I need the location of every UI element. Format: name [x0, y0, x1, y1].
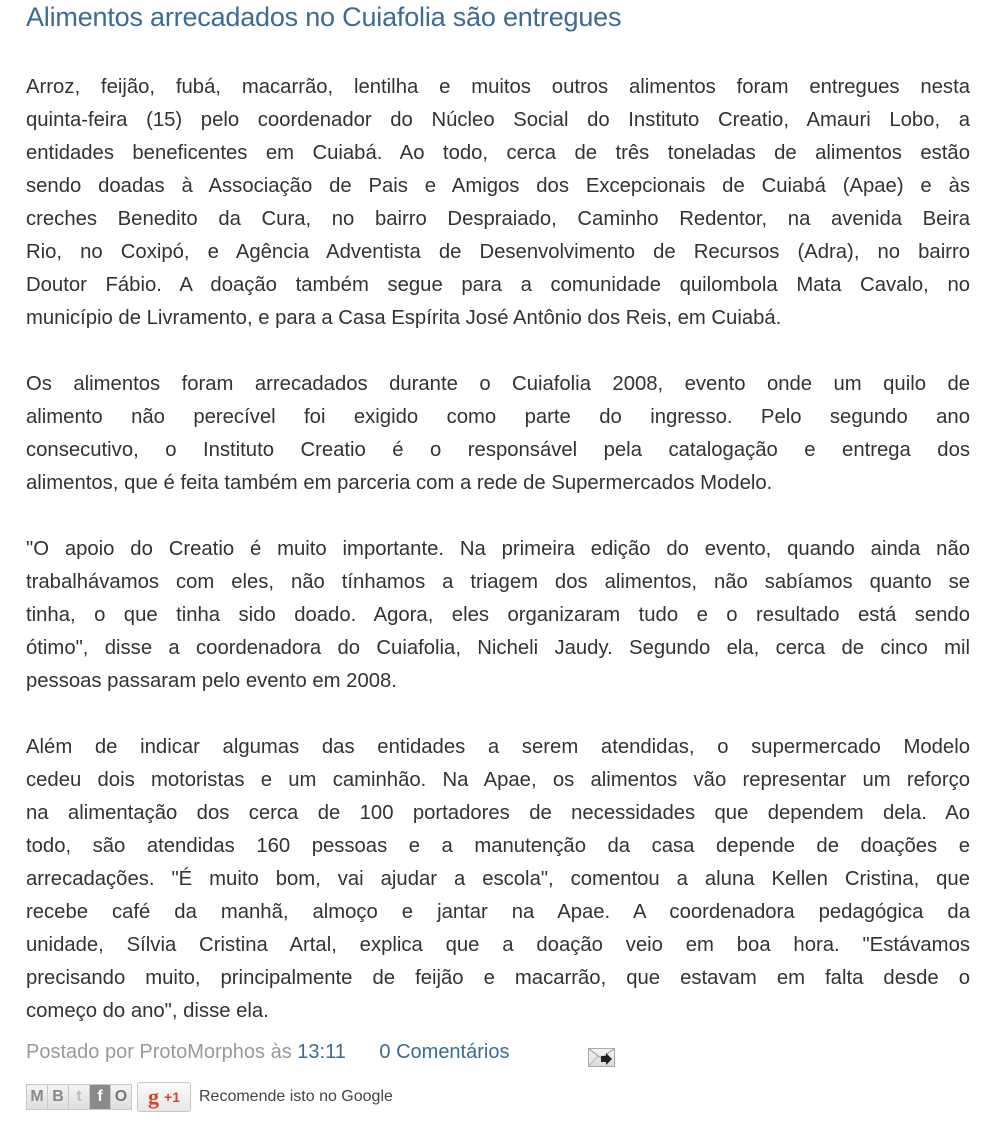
post-body	[26, 71, 970, 1028]
comments-link[interactable]: 0 Comentários	[379, 1041, 510, 1063]
text-line: todo, são atendidas 160 pessoas e a manutenção da casa depende de doações e	[26, 835, 970, 857]
paragraph-gap	[26, 698, 970, 731]
facebook-icon[interactable]: f	[89, 1084, 111, 1110]
text-line: precisando muito, principalmente de feijão e macarrão, que estavam em falta desde o	[26, 967, 970, 989]
google-plus-one-button[interactable]	[137, 1082, 191, 1112]
paragraph	[26, 533, 970, 698]
text-line: cedeu dois motoristas e um caminhão. Na Apae, os alimentos vão representar um reforço	[26, 769, 970, 791]
text-line: creches Benedito da Cura, no bairro Despraiado, Caminho Redentor, na avenida Beira	[26, 208, 970, 230]
paragraph	[26, 71, 970, 335]
paragraph-gap	[26, 335, 970, 368]
text-line: quinta-feira (15) pelo coordenador do Núcleo Social do Instituto Creatio, Amauri Lobo, a	[26, 109, 970, 131]
orkut-icon[interactable]: O	[110, 1084, 132, 1110]
text-line: consecutivo, o Instituto Creatio é o responsável pela catalogação e entrega dos	[26, 439, 970, 461]
text-line: Os alimentos foram arrecadados durante o Cuiafolia 2008, evento onde um quilo de	[26, 373, 970, 395]
text-line: Doutor Fábio. A doação também segue para a comunidade quilombola Mata Cavalo, no	[26, 274, 970, 296]
recommend-text: Recomende isto no Google	[199, 1088, 393, 1105]
google-g-icon: g	[148, 1084, 160, 1109]
text-line: arrecadações. "É muito bom, vai ajudar a escola", comentou a aluna Kellen Cristina, que	[26, 868, 970, 890]
text-line: recebe café da manhã, almoço e jantar na Apae. A coordenadora pedagógica da	[26, 901, 970, 923]
text-line: Arroz, feijão, fubá, macarrão, lentilha e muitos outros alimentos foram entregues nesta	[26, 76, 970, 98]
text-line: sendo doadas à Associação de Pais e Amigos dos Excepcionais de Cuiabá (Apae) e às	[26, 175, 970, 197]
post-time-link[interactable]: 13:11	[297, 1041, 346, 1063]
text-line: ótimo", disse a coordenadora do Cuiafolia, Nicheli Jaudy. Segundo ela, cerca de cinco mil	[26, 637, 970, 659]
twitter-icon[interactable]: t	[68, 1084, 90, 1110]
gmail-icon[interactable]: M	[26, 1084, 48, 1110]
text-line: Além de indicar algumas das entidades a serem atendidas, o supermercado Modelo	[26, 736, 970, 758]
text-line: na alimentação dos cerca de 100 portadores de necessidades que dependem dela. Ao	[26, 802, 970, 824]
paragraph-gap	[26, 500, 970, 533]
paragraph	[26, 731, 970, 1028]
post-title[interactable]: Alimentos arrecadados no Cuiafolia são entregues	[26, 2, 622, 32]
plus-one-label: +1	[164, 1089, 180, 1105]
text-line: trabalhávamos com eles, não tínhamos a triagem dos alimentos, não sabíamos quanto se	[26, 571, 970, 593]
posted-by-label: Postado por ProtoMorphos às	[26, 1041, 292, 1063]
text-line: município de Livramento, e para a Casa Espírita José Antônio dos Reis, em Cuiabá.	[26, 307, 782, 329]
text-line: entidades beneficentes em Cuiabá. Ao todo, cerca de três toneladas de alimentos estão	[26, 142, 970, 164]
post-footer	[26, 1041, 509, 1064]
text-line: Rio, no Coxipó, e Agência Adventista de Desenvolvimento de Recursos (Adra), no bairro	[26, 241, 970, 263]
text-line: alimento não perecível foi exigido como parte do ingresso. Pelo segundo ano	[26, 406, 970, 428]
text-line: alimentos, que é feita também em parceria com a rede de Supermercados Modelo.	[26, 472, 773, 494]
text-line: pessoas passaram pelo evento em 2008.	[26, 670, 397, 692]
text-line: tinha, o que tinha sido doado. Agora, eles organizaram tudo e o resultado está sendo	[26, 604, 970, 626]
blogger-icon[interactable]: B	[47, 1084, 69, 1110]
share-bar	[26, 1082, 393, 1112]
text-line: unidade, Sílvia Cristina Artal, explica que a doação veio em boa hora. "Estávamos	[26, 934, 970, 956]
paragraph	[26, 368, 970, 500]
text-line: começo do ano", disse ela.	[26, 1000, 269, 1022]
email-post-icon[interactable]	[588, 1048, 615, 1067]
text-line: "O apoio do Creatio é muito importante. Na primeira edição do evento, quando ainda não	[26, 538, 970, 560]
